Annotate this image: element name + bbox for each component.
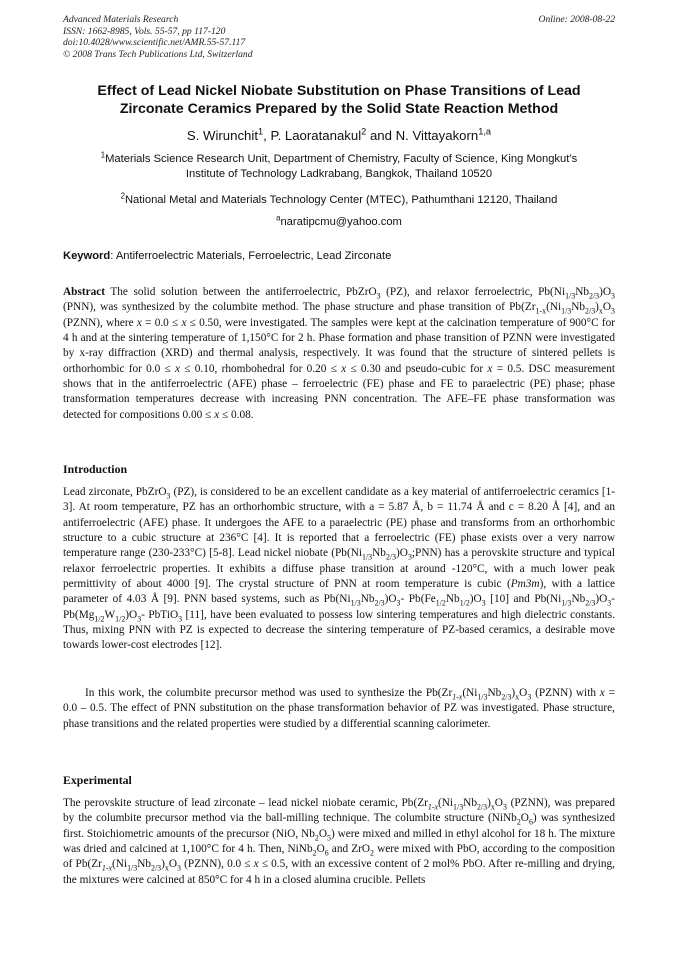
abstract-text: The solid solution between the antiferroelectric, PbZrO (105, 286, 377, 298)
abstract-text: (Ni (546, 301, 562, 314)
subscript: 3 (611, 291, 615, 301)
subscript: 1/3 (453, 802, 464, 812)
body-text: ) (161, 858, 165, 871)
experimental-paragraph (63, 796, 615, 888)
journal-name: Advanced Materials Research (63, 14, 179, 25)
body-text: Lead zirconate, PbZrO (63, 486, 167, 498)
subscript: x (490, 802, 495, 812)
subscript: 5 (326, 832, 331, 842)
subscript: 3 (178, 614, 183, 623)
introduction-paragraph-1 (63, 485, 615, 654)
subscript: x (598, 306, 603, 316)
subscript: 1-x (101, 863, 113, 873)
subscript: 1-x (535, 306, 547, 316)
doi-line: doi:10.4028/www.scientific.net/AMR.55-57.117 (63, 37, 246, 49)
subscript: 2 (516, 817, 521, 827)
journal-header (63, 14, 615, 60)
body-text: Nb (445, 593, 460, 606)
body-text: ) (511, 687, 516, 699)
abstract-text: = 0.5. DSC measurement shows that in the antiferroelectric (AFE) phase – ferroelectric (FE) phase and FE to paraelectric (PE) phase; phase transformation temperatures decrease with increasing PNN concentration. The AFE–FE phase transformation was detected for compositions 0.00 ≤ (63, 362, 615, 421)
abstract-text: )O (599, 286, 612, 298)
author-3: N. Vittayakorn (395, 128, 479, 143)
corresponding-email (40, 215, 638, 230)
math-variable: x (136, 316, 142, 329)
paper-title (50, 82, 628, 118)
introduction-heading: Introduction (63, 462, 128, 476)
body-text: O (520, 812, 529, 825)
abstract-text: ≤ 0.10, rhombohedral for 0.20 ≤ (180, 362, 342, 375)
author-list (40, 128, 638, 144)
subscript: 3 (611, 306, 615, 316)
subscript: 2/3 (501, 692, 512, 702)
math-variable: x (253, 858, 259, 871)
subscript: 3 (407, 552, 412, 562)
math-variable: x (214, 408, 220, 421)
email-address: naratipcmu@yahoo.com (280, 216, 402, 228)
subscript: 3 (177, 863, 181, 873)
abstract-text: ≤ 0.50, were investigated. The samples were kept at the calcination temperature of 900°C for 4 h and at the sintering temperature of 1,150°C for 2 h. Phase formation and phase transition of PZNN were investigated by x-ray diffraction (XRD) and thermal analysis, respectively. It was found that the structure of sintered pellets is orthorhombic for 0.0 ≤ (63, 316, 615, 375)
body-text: and ZrO (328, 843, 371, 856)
body-text: - PbTiO (141, 608, 179, 621)
body-text: (PZ), is considered to be an excellent candidate as a key material of antiferroelectric ceramics [1-3]. At room temperature, PZ has an orthorhombic structure, with a = 5.87 Å, b = 11.74 Å and c = 8.20 Å [4], and an antiferroelectric (AFE) phase. It undergoes the AFE to a paraelectric (PE) phase and transforms from an orthorhombic structure to a cubic structure at 236°C [4]. It is reported that a ferroelectric (FE) phase exists over a very narrow temperature range (230-233°C) [5-8]. Lead nickel niobate (Pb(Ni (63, 486, 616, 560)
body-text: )O (396, 547, 408, 560)
subscript: 1/2 (459, 598, 470, 608)
subscript: 2/3 (585, 306, 596, 316)
math-variable: x (487, 362, 493, 375)
abstract-text: ) (595, 301, 599, 314)
body-text: [11], have been evaluated to possess low sintering temperatures and high dielectric constants. Thus, mixing PNN with PZ is expected to decrease the sintering temperature of PZ-based ceramics, a desirable move towards lower-cost electrodes [12]. (63, 608, 616, 652)
subscript: 1/3 (565, 291, 576, 301)
body-text: The perovskite structure of lead zirconate – lead nickel niobate ceramic, Pb(Zr (63, 797, 428, 809)
math-variable: x (599, 687, 605, 699)
body-text: - Pb(Fe (400, 593, 436, 606)
subscript: 1/2 (115, 614, 126, 623)
body-text: (PZNN), was prepared by the columbite precursor method via the ball-milling technique. The columbite structure (NiNb (63, 797, 615, 825)
subscript: 2/3 (589, 291, 600, 301)
abstract-paragraph (63, 285, 615, 423)
subscript: 2 (312, 848, 317, 858)
abstract-text: (PNN), was synthesized by the columbite method. The phase structure and phase transition of Pb(Zr (63, 301, 536, 314)
abstract-text: (PZ), and relaxor ferroelectric, Pb(Ni (380, 286, 566, 298)
online-date: Online: 2008-08-22 (538, 14, 615, 25)
email-mark: a (276, 213, 281, 223)
subscript: 3 (607, 598, 612, 608)
author-2-affiliation-mark: 2 (361, 126, 367, 137)
keywords (63, 249, 615, 263)
subscript: 2/3 (385, 552, 397, 562)
affiliation-1-line-2: Institute of Technology Ladkrabang, Bangkok, Thailand 10520 (185, 168, 493, 180)
subscript: 1/2 (94, 614, 105, 623)
subscript: 2/3 (585, 598, 596, 608)
body-text: )O (469, 593, 482, 606)
subscript: 3 (502, 802, 507, 812)
body-text: (Ni (462, 687, 478, 699)
body-text: (PZNN) with (531, 687, 600, 699)
body-text: Nb (463, 797, 477, 809)
subscript: 3 (481, 598, 486, 608)
abstract-text: = 0.0 ≤ (141, 316, 182, 329)
body-text: O (168, 858, 177, 871)
body-text: ), with a lattice parameter of 4.03 Å [9]. PNN based systems, such as Pb(Ni (63, 578, 615, 606)
body-text: (Ni (437, 797, 454, 809)
body-text: ) was synthesized first. Stoichiometric amounts of the precursor (NiO, Nb (63, 812, 616, 840)
subscript: 2 (370, 848, 374, 858)
body-text: were mixed with PbO, according to the composition of Pb(Zr (63, 843, 615, 871)
affiliation-1 (40, 152, 638, 182)
body-text: (Ni (112, 858, 128, 871)
body-text: O (318, 827, 327, 840)
subscript: 1/3 (561, 598, 572, 608)
abstract-text: (PZNN), where (63, 316, 137, 329)
space-group: Pm3m (510, 578, 540, 591)
subscript: x (515, 692, 520, 702)
introduction-paragraph-2 (63, 686, 615, 732)
abstract-label: Abstract (63, 286, 106, 298)
keyword-text: : Antiferroelectric Materials, Ferroelectric, Lead Zirconate (110, 250, 392, 262)
subscript: 1/3 (561, 306, 572, 316)
author-separator: , (263, 128, 271, 143)
subscript: 2 (314, 832, 319, 842)
body-text: )O (125, 608, 138, 621)
body-text: )O (595, 593, 608, 606)
body-text: ) (487, 797, 491, 809)
subscript: 3 (137, 614, 142, 623)
body-text: Nb (372, 547, 386, 560)
title-line-1: Effect of Lead Nickel Niobate Substitution on Phase Transitions of Lead (97, 83, 581, 99)
affiliation-2 (40, 193, 638, 208)
author-2: P. Laoratanakul (270, 128, 362, 143)
keyword-label: Keyword (63, 250, 111, 262)
abstract-text: ≤ 0.30 and pseudo-cubic for (346, 362, 488, 375)
subscript: 1/3 (362, 552, 373, 562)
math-variable: x (175, 362, 181, 375)
body-text: (PZNN), 0.0 ≤ (180, 858, 254, 871)
body-text: O (316, 843, 325, 856)
abstract-text: ≤ 0.08. (219, 408, 254, 421)
author-3-affiliation-mark: 1,a (478, 126, 492, 137)
author-1-affiliation-mark: 1 (258, 126, 264, 137)
abstract-text: Nb (575, 286, 589, 298)
copyright-line: © 2008 Trans Tech Publications Ltd, Switzerland (63, 48, 253, 60)
abstract-text: Nb (571, 301, 586, 314)
body-text: O (494, 797, 503, 809)
subscript: 1/2 (435, 598, 446, 608)
body-text: Nb (360, 593, 375, 606)
affiliation-1-line-1: Materials Science Research Unit, Department of Chemistry, Faculty of Science, King Mongkut’s (105, 153, 578, 165)
subscript: 1-x (452, 692, 463, 702)
experimental-heading: Experimental (63, 773, 132, 787)
subscript: 3 (396, 598, 401, 608)
affiliation-2-text: National Metal and Materials Technology Center (MTEC), Pathumthani 12120, Thailand (124, 194, 558, 206)
body-text: ;PNN) has a perovskite structure and typical relaxor ferroelectric properties. It exhibits a diffuse phase transition at around -120°C, with a much lower peak permittivity of about 4000 [9]. The crystal structure of PNN at room temperature is cubic ( (63, 547, 615, 591)
subscript: 2/3 (374, 598, 385, 608)
subscript: 1/3 (350, 598, 361, 608)
subscript: 6 (528, 817, 533, 827)
body-text: )O (384, 593, 397, 606)
subscript: 3 (527, 692, 532, 702)
math-variable: x (181, 316, 187, 329)
abstract-text: O (602, 301, 612, 314)
body-text: O (519, 687, 528, 699)
subscript: x (164, 863, 169, 873)
body-text: ) were mixed and milled in ethyl alcohol for 18 h. The mixture was dried and calcined at 1,100°C for 4 h. Then, NiNb (63, 827, 615, 856)
title-line-2: Zirconate Ceramics Prepared by the Solid State Reaction Method (119, 101, 559, 117)
subscript: 2/3 (151, 863, 162, 873)
math-variable: x (341, 362, 347, 375)
author-separator: and (366, 128, 396, 143)
affiliation-1-mark: 1 (100, 150, 106, 160)
author-1: S. Wirunchit (186, 128, 258, 143)
subscript: 3 (376, 291, 381, 301)
subscript: 1/3 (477, 692, 488, 702)
subscript: 1-x (427, 802, 438, 812)
body-text: Nb (487, 687, 502, 699)
body-text: = 0.0 – 0.5. The effect of PNN substitution on the phase transformation behavior of PZ was investigated. Phase structure, phase transitions and the related properties were studied by a differential scanning calorimeter. (63, 687, 615, 730)
body-text: [10] and Pb(Ni (485, 593, 562, 606)
body-text: W (104, 608, 116, 621)
issn-line: ISSN: 1662-8985, Vols. 55-57, pp 117-120 (63, 25, 226, 37)
body-text: - Pb(Mg (63, 593, 615, 621)
body-text: In this work, the columbite precursor method was used to synthesize the Pb(Zr (85, 687, 453, 699)
subscript: 6 (324, 848, 329, 858)
body-text: ≤ 0.5, with an excessive content of 2 mol% PbO. After re-milling and drying, the mixtures were calcined at 850°C for 4 h in a closed alumina crucible. Pellets (63, 858, 615, 886)
affiliation-2-mark: 2 (120, 191, 125, 201)
subscript: 1/3 (127, 863, 138, 873)
body-text: Nb (137, 858, 151, 871)
subscript: 3 (166, 491, 171, 501)
subscript: 2/3 (476, 802, 488, 812)
body-text: Nb (571, 593, 586, 606)
